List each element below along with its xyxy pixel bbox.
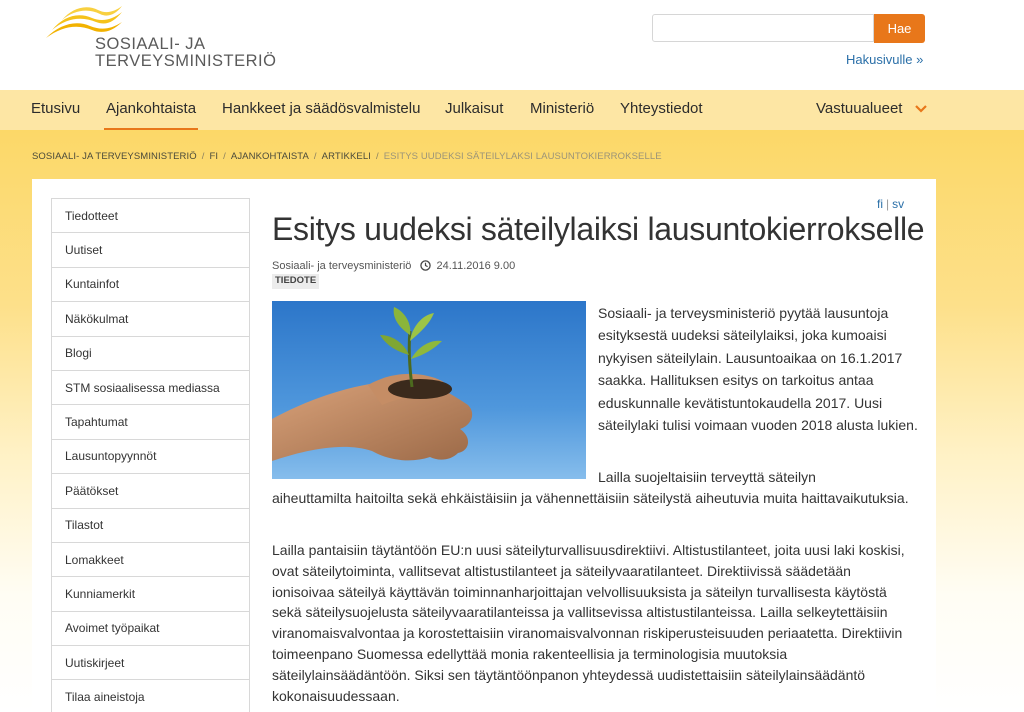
paragraph-2-first-line: Lailla suojeltaisiin terveyttä säteilyn: [598, 469, 816, 485]
nav-item-julkaisut[interactable]: Julkaisut: [445, 100, 504, 117]
sidebar-item-sosiaalinen-media[interactable]: STM sosiaalisessa mediassa: [52, 371, 249, 405]
breadcrumb-separator: /: [201, 151, 205, 162]
main-nav: [0, 90, 1024, 130]
sidebar-item-blogi[interactable]: Blogi: [52, 337, 249, 371]
article-lead: Sosiaali- ja terveysministeriö pyytää lausuntoja esityksestä uudeksi säteilylaiksi, joka kumoaisi nykyisen säteilylain. Lausuntoaikaa on 16.1.2017 saakka. Hallituksen esitys on tarkoitus antaa eduskunnalle kevätistuntokaudella 2017. Uusi säteilylaki tulisi voimaan vuoden 2018 alusta lukien.: [598, 305, 918, 434]
article-author: Sosiaali- ja terveysministeriö: [272, 260, 412, 272]
breadcrumb-current: ESITYS UUDEKSI SÄTEILYLAKSI LAUSUNTOKIERROKSELLE: [383, 151, 662, 162]
language-separator: |: [886, 197, 890, 211]
sidebar-item-tilaa-aineistoja[interactable]: Tilaa aineistoja: [52, 680, 249, 712]
sidebar-item-lomakkeet[interactable]: Lomakkeet: [52, 543, 249, 577]
sidebar-item-uutiset[interactable]: Uutiset: [52, 233, 249, 267]
article-meta: [272, 260, 515, 272]
site-logo[interactable]: [44, 4, 277, 74]
sidebar-menu: [51, 198, 250, 712]
breadcrumb-item-artikkeli[interactable]: ARTIKKELI: [321, 151, 371, 162]
sidebar-item-kuntainfot[interactable]: Kuntainfot: [52, 268, 249, 302]
sidebar-item-kunniamerkit[interactable]: Kunniamerkit: [52, 577, 249, 611]
article-image: [272, 301, 586, 479]
sidebar-item-nakokulmat[interactable]: Näkökulmat: [52, 302, 249, 336]
language-switch: [877, 197, 904, 211]
nav-item-hankkeet[interactable]: Hankkeet ja säädösvalmistelu: [222, 100, 421, 117]
breadcrumb-item-fi[interactable]: FI: [209, 151, 219, 162]
nav-item-ministerio[interactable]: Ministeriö: [530, 100, 595, 117]
sidebar-item-tiedotteet[interactable]: Tiedotteet: [52, 199, 249, 233]
breadcrumb-item-home[interactable]: SOSIAALI- JA TERVEYSMINISTERIÖ: [32, 151, 197, 162]
logo-line1: SOSIAALI- JA: [95, 35, 206, 53]
breadcrumb-item-ajankohtaista[interactable]: AJANKOHTAISTA: [230, 151, 309, 162]
sidebar-item-tilastot[interactable]: Tilastot: [52, 509, 249, 543]
breadcrumb-separator: /: [313, 151, 317, 162]
sidebar-item-uutiskirjeet[interactable]: Uutiskirjeet: [52, 646, 249, 680]
chevron-down-icon[interactable]: [914, 102, 928, 116]
language-fi[interactable]: fi: [877, 197, 883, 211]
sidebar-item-paatokset[interactable]: Päätökset: [52, 474, 249, 508]
search-button[interactable]: Hae: [874, 14, 925, 43]
breadcrumb: [32, 151, 662, 162]
article-title: Esitys uudeksi säteilylaiksi lausuntokierrokselle: [272, 211, 925, 247]
article-paragraph-2: [272, 467, 914, 509]
article-date: 24.11.2016 9.00: [436, 260, 516, 272]
sidebar-item-lausuntopyynnot[interactable]: Lausuntopyynnöt: [52, 440, 249, 474]
language-sv[interactable]: sv: [892, 197, 905, 211]
search-input[interactable]: [652, 14, 874, 42]
search-page-link[interactable]: Hakusivulle »: [846, 52, 924, 67]
nav-item-etusivu[interactable]: Etusivu: [31, 100, 81, 117]
article-tag: TIEDOTE: [272, 274, 319, 289]
breadcrumb-separator: /: [375, 151, 379, 162]
sidebar-item-tapahtumat[interactable]: Tapahtumat: [52, 405, 249, 439]
logo-line2: TERVEYSMINISTERIÖ: [95, 52, 277, 70]
clock-icon: [420, 260, 431, 271]
site-header: [0, 0, 1024, 90]
breadcrumb-separator: /: [223, 151, 226, 162]
article-paragraph-3: Lailla pantaisiin täytäntöön EU:n uusi säteilyturvallisuusdirektiivi. Altistustilanteet, joita uusi laki koskisi, ovat säteilytoiminta, vallitsevat altistustilanteet ja säteilyvaaratilanteet. Direktiivissä säädetään ionisoivaa säteilyä käyttävän toiminnanharjoittajan velvollisuuksista ja säteilyn turvallisesta käytöstä sekä säteilysuojelusta säteilyvaaratilanteissa ja vallitsevissa altistustilanteissa. Lailla selkeytettäisiin viranomaisvalvontaa ja korostettaisiin viranomaisvalvonnan riskiperusteisuuden periaatetta. Direktiivin toimeenpano Suomessa edellyttää monia rakenteellisia ja terminologisia muutoksia säteilylainsäädäntöön. Siksi sen täytäntöönpanon yhteydessä uudistettaisiin säteilylainsäädäntö kokonaisuudessaan.: [272, 542, 905, 704]
paragraph-2-rest: aiheuttamilta haitoilta sekä ehkäistäisiin ja vähennettäisiin säteilystä aiheutuvia muita haittavaikutuksia.: [272, 490, 909, 506]
logo-text: [95, 36, 276, 70]
sidebar-item-tyopaikat[interactable]: Avoimet työpaikat: [52, 612, 249, 646]
nav-item-yhteystiedot[interactable]: Yhteystiedot: [620, 100, 703, 117]
nav-dropdown-vastuualueet[interactable]: Vastuualueet: [816, 100, 903, 117]
nav-item-ajankohtaista[interactable]: Ajankohtaista: [106, 100, 197, 117]
